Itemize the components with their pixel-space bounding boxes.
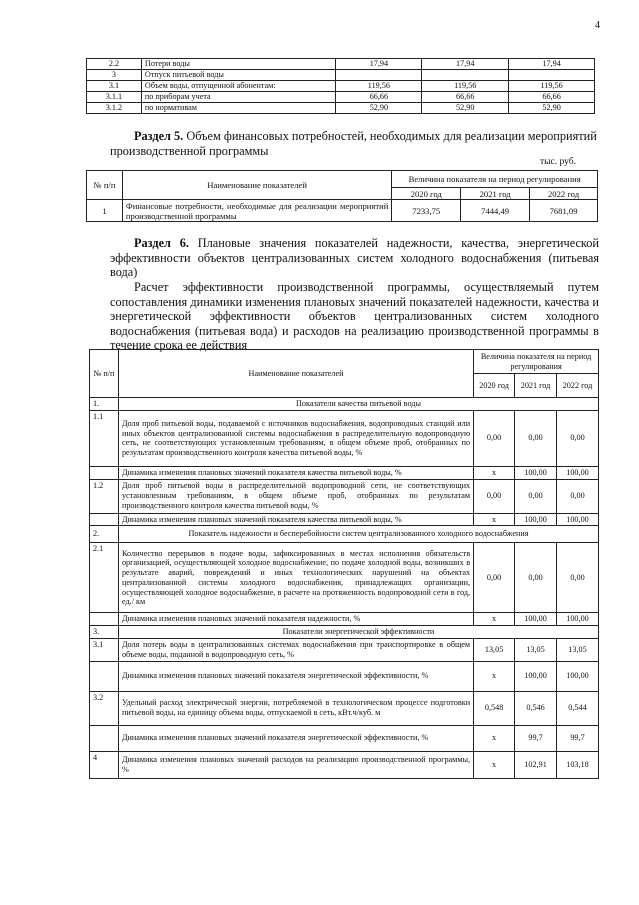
header-year-2022: 2022 год bbox=[557, 374, 599, 398]
header-year-2021: 2021 год bbox=[461, 188, 530, 200]
header-year-2020: 2020 год bbox=[392, 188, 461, 200]
row-number: 1.1 bbox=[90, 410, 119, 466]
row-number: 4 bbox=[90, 751, 119, 778]
section-6-paragraph: Расчет эффективности производственной программы, осуществляемый путем сопоставления динамики изменения плановых значений показателей надежности, качества и энергетической эффективности объектов централизованных систем холодного водоснабжения (питьевая вода) и расходов на реализацию производственной программы в течение срока ее действия bbox=[110, 280, 599, 352]
section-row bbox=[90, 398, 599, 411]
units-label: тыс. руб. bbox=[540, 157, 576, 167]
water-balance-table bbox=[86, 58, 595, 114]
row-name: Динамика изменения плановых значений расходов на реализацию производственной программы, % bbox=[118, 751, 473, 778]
value-2022: 100,00 bbox=[557, 661, 599, 691]
value-2020: х bbox=[474, 661, 515, 691]
row-number: 1 bbox=[87, 200, 123, 222]
value-2020: х bbox=[474, 725, 515, 751]
row-name: Доля потерь воды в централизованных системах водоснабжения при транспортировке в общем объеме воды, поданной в водопроводную сеть, % bbox=[118, 638, 473, 661]
value-2022: 0,00 bbox=[557, 410, 599, 466]
row-name: Доля проб питьевой воды в распределительной водопроводной сети, не соответствующих установленным требованиям, в общем объеме проб, отобранных по результатам производственного контроля качества питьевой воды, % bbox=[118, 479, 473, 513]
value-2021: 0,546 bbox=[515, 691, 557, 725]
table-row bbox=[90, 410, 599, 466]
table-row bbox=[90, 725, 599, 751]
value-2022 bbox=[509, 70, 595, 81]
section-5-title: Объем финансовых потребностей, необходимых для реализации мероприятий производственной программы bbox=[110, 129, 597, 158]
value-2021: 13,05 bbox=[515, 638, 557, 661]
row-number bbox=[90, 513, 119, 526]
value-2021: 100,00 bbox=[515, 513, 557, 526]
row-name: Удельный расход электрической энергии, потребляемой в технологическом процессе подготовки питьевой воды, на единицу объема воды, отпускаемой в сеть, кВт.ч/куб. м bbox=[118, 691, 473, 725]
row-name: Динамика изменения плановых значений показателя надежности, % bbox=[118, 613, 473, 626]
table-row bbox=[90, 543, 599, 613]
row-number: 2.2 bbox=[87, 59, 142, 70]
row-name: Динамика изменения плановых значений показателя энергетической эффективности, % bbox=[118, 661, 473, 691]
row-number: 3.1 bbox=[87, 81, 142, 92]
value-2021: 119,56 bbox=[422, 81, 509, 92]
table-row bbox=[87, 81, 595, 92]
header-year-2021: 2021 год bbox=[515, 374, 557, 398]
value-2021: 52,90 bbox=[422, 103, 509, 114]
row-number: 3.1.1 bbox=[87, 92, 142, 103]
value-2022: 99,7 bbox=[557, 725, 599, 751]
value-2020 bbox=[336, 70, 422, 81]
row-number bbox=[90, 725, 119, 751]
table-header-row bbox=[90, 350, 599, 374]
header-name: Наименование показателей bbox=[118, 350, 473, 398]
section-5-heading bbox=[110, 129, 599, 158]
value-2022: 52,90 bbox=[509, 103, 595, 114]
section-6-label: Раздел 6. bbox=[134, 236, 189, 250]
section-6-title: Плановые значения показателей надежности, качества, энергетической эффективности объектов централизованных систем холодного водоснабжения (питьевая вода) bbox=[110, 236, 599, 279]
value-2022: 0,544 bbox=[557, 691, 599, 725]
value-2022: 100,00 bbox=[557, 613, 599, 626]
value-2021: 100,00 bbox=[515, 661, 557, 691]
table-row bbox=[87, 70, 595, 81]
row-name: Отпуск питьевой воды bbox=[141, 70, 336, 81]
value-2021: 99,7 bbox=[515, 725, 557, 751]
row-number: 3.1.2 bbox=[87, 103, 142, 114]
financial-needs-table bbox=[86, 170, 598, 222]
section-title: Показатель надежности и бесперебойности систем централизованного холодного водоснабжения bbox=[118, 526, 598, 543]
value-2020: 7233,75 bbox=[392, 200, 461, 222]
row-number: 2.1 bbox=[90, 543, 119, 613]
row-name: Доля проб питьевой воды, подаваемой с источников водоснабжения, водопроводных станций или иных объектов централизованной системы водоснабжения в распределительную водопроводную сеть, не соответствующих установленным требованиям, в общем объеме проб, отобранных по результатам производственного контроля качества питьевой воды, % bbox=[118, 410, 473, 466]
value-2021 bbox=[422, 70, 509, 81]
section-number: 1. bbox=[90, 398, 119, 411]
value-2020: х bbox=[474, 751, 515, 778]
value-2020: 13,05 bbox=[474, 638, 515, 661]
section-6-heading bbox=[110, 236, 599, 280]
row-name: Динамика изменения плановых значений показателя качества питьевой воды, % bbox=[118, 513, 473, 526]
row-number: 3.1 bbox=[90, 638, 119, 661]
value-2021: 0,00 bbox=[515, 543, 557, 613]
value-2022: 66,66 bbox=[509, 92, 595, 103]
row-name: по нормативам bbox=[141, 103, 336, 114]
value-2020: 17,94 bbox=[336, 59, 422, 70]
row-name: Объем воды, отпущенной абонентам: bbox=[141, 81, 336, 92]
value-2020: 52,90 bbox=[336, 103, 422, 114]
value-2020: 0,00 bbox=[474, 543, 515, 613]
section-number: 3. bbox=[90, 626, 119, 639]
value-2022: 103,18 bbox=[557, 751, 599, 778]
page-number: 4 bbox=[595, 20, 600, 31]
row-number: 1.2 bbox=[90, 479, 119, 513]
row-number bbox=[90, 661, 119, 691]
row-name: Потери воды bbox=[141, 59, 336, 70]
value-2022: 17,94 bbox=[509, 59, 595, 70]
value-2021: 100,00 bbox=[515, 466, 557, 479]
row-name: Финансовые потребности, необходимые для реализации мероприятий производственной программы bbox=[122, 200, 391, 222]
value-2021: 66,66 bbox=[422, 92, 509, 103]
header-period: Величина показателя на период регулирования bbox=[474, 350, 599, 374]
indicators-table bbox=[89, 349, 599, 779]
value-2020: х bbox=[474, 613, 515, 626]
table-row bbox=[90, 661, 599, 691]
value-2020: 0,00 bbox=[474, 410, 515, 466]
value-2022: 0,00 bbox=[557, 479, 599, 513]
row-number: 3 bbox=[87, 70, 142, 81]
value-2021: 0,00 bbox=[515, 410, 557, 466]
value-2022: 100,00 bbox=[557, 466, 599, 479]
table-row bbox=[87, 103, 595, 114]
value-2020: х bbox=[474, 466, 515, 479]
section-5-label: Раздел 5. bbox=[134, 129, 184, 143]
value-2021: 100,00 bbox=[515, 613, 557, 626]
value-2022: 0,00 bbox=[557, 543, 599, 613]
value-2021: 102,91 bbox=[515, 751, 557, 778]
table-row bbox=[87, 200, 598, 222]
table-row bbox=[90, 691, 599, 725]
table-row bbox=[87, 59, 595, 70]
value-2021: 7444,49 bbox=[461, 200, 530, 222]
value-2022: 7681,09 bbox=[530, 200, 598, 222]
table-header-row bbox=[87, 171, 598, 188]
value-2020: 0,00 bbox=[474, 479, 515, 513]
table-row bbox=[90, 466, 599, 479]
row-number bbox=[90, 613, 119, 626]
value-2022: 100,00 bbox=[557, 513, 599, 526]
header-year-2020: 2020 год bbox=[474, 374, 515, 398]
row-name: по приборам учета bbox=[141, 92, 336, 103]
table-row bbox=[90, 513, 599, 526]
value-2022: 13,05 bbox=[557, 638, 599, 661]
value-2020: 0,548 bbox=[474, 691, 515, 725]
section-number: 2. bbox=[90, 526, 119, 543]
section-title: Показатели энергетической эффективности bbox=[118, 626, 598, 639]
row-name: Динамика изменения плановых значений показателя качества питьевой воды, % bbox=[118, 466, 473, 479]
value-2020: 119,56 bbox=[336, 81, 422, 92]
header-number: № п/п bbox=[87, 171, 123, 200]
section-row bbox=[90, 626, 599, 639]
row-number bbox=[90, 466, 119, 479]
section-row bbox=[90, 526, 599, 543]
header-period: Величина показателя на период регулирования bbox=[392, 171, 598, 188]
value-2020: 66,66 bbox=[336, 92, 422, 103]
table-row bbox=[90, 638, 599, 661]
table-row bbox=[90, 479, 599, 513]
value-2022: 119,56 bbox=[509, 81, 595, 92]
row-name: Динамика изменения плановых значений показателя энергетической эффективности, % bbox=[118, 725, 473, 751]
header-number: № п/п bbox=[90, 350, 119, 398]
header-name: Наименование показателей bbox=[122, 171, 391, 200]
table-row bbox=[87, 92, 595, 103]
row-name: Количество перерывов в подаче воды, зафиксированных в местах исполнения обязательств организацией, осуществляющей холодное водоснабжение, по подаче холодной воды, возникших в результате аварий, повреждений и иных технологических нарушений на объектах централизованной системы холодного водоснабжения, принадлежащих организации, осуществляющей холодное водоснабжение, в расчете на протяженность водопроводной сети в год, ед./ км bbox=[118, 543, 473, 613]
table-row bbox=[90, 751, 599, 778]
value-2021: 17,94 bbox=[422, 59, 509, 70]
table-row bbox=[90, 613, 599, 626]
row-number: 3.2 bbox=[90, 691, 119, 725]
value-2020: х bbox=[474, 513, 515, 526]
section-title: Показатели качества питьевой воды bbox=[118, 398, 598, 411]
value-2021: 0,00 bbox=[515, 479, 557, 513]
header-year-2022: 2022 год bbox=[530, 188, 598, 200]
